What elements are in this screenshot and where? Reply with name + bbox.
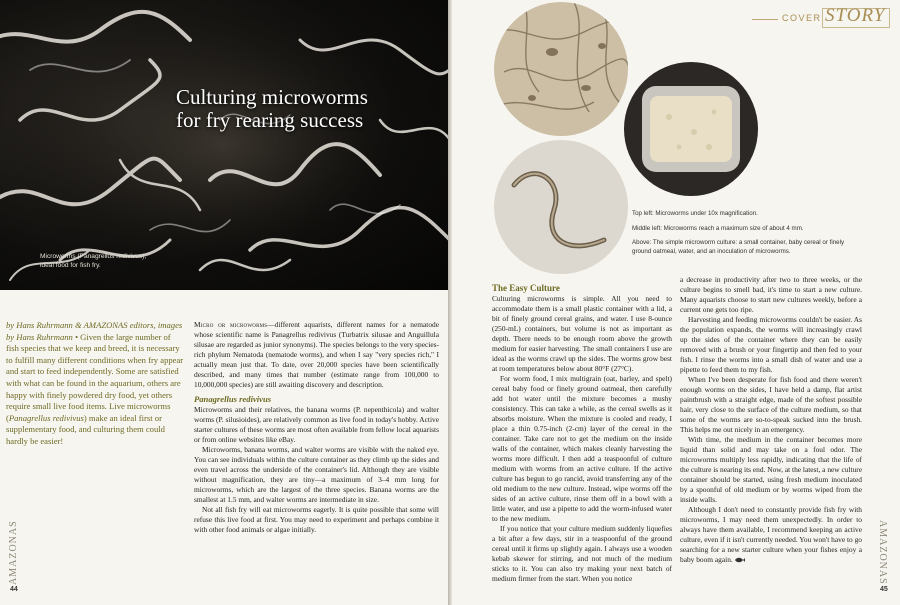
right-body-column [680, 275, 862, 565]
magazine-name-left: AMAZONAS [8, 520, 19, 585]
body-paragraph: For worm food, I mix multigrain (oat, barley, and spelt) cereal baby food or finely ground oatmeal, then carefully add hot water until the mixture becomes a mushy consistency. This can take a while, as the cereal swells as it absorbs moisture. When the mixture is cooled and ready, I place a thin 0.75-inch (2-cm) layer of the cereal in the container. Take care not to get the medium on the inside walls of the container, which makes cleanly harvesting the worms more difficult. I then add a teaspoonful of culture medium with worms from an active culture. If the active culture has begun to go rancid, avoid transferring any of the old medium to the new culture. Instead, wipe worms off the sides of an active culture, rinse them off in a bowl with a little water, and use a pipette to add the worm-infused water to the new medium. [492, 374, 672, 523]
cover-story-badge [752, 5, 892, 30]
body-paragraph: Culturing microworms is simple. All you need to accommodate them is a small plastic container with a lid, a bit of finely ground cereal grains, and water. I use 8-ounce (250-mL) containers, but volume is not as important as depth. There needs to be enough room above the growth medium for easier harvesting. The small containers I use are ideal as the worms crawl up the sides. The worms grow best at room temperatures below about 80°F (27°C). [492, 294, 672, 373]
caption-above: Above: The simple microworm culture: a small container, baby cereal or finely ground oatmeal, water, and an inoculation of microworms. [632, 239, 845, 255]
body-paragraph: With time, the medium in the container becomes more liquid than solid and may take on a foul odor. The microworms multiply less rapidly, indicating that the life of the culture is nearing its end. Now, at the latest, a new culture container should be started, using fresh medium inoculated by a spoonful of old medium or by worms wiped from the inside walls. [680, 435, 862, 504]
section-heading: Panagrellus redivivus [194, 394, 272, 404]
caption-top-left: Top left: Microworms under 10x magnification. [632, 210, 758, 217]
badge-story-text: STORY [825, 5, 886, 26]
page-number-left: 44 [10, 586, 18, 593]
caption-middle-left: Middle left: Microworms reach a maximum size of about 4 mm. [632, 224, 804, 232]
worms-photo [0, 0, 448, 290]
intro-deck: by Hans Ruhrmann & AMAZONAS editors, images by Hans Ruhrmann • Given the large number of fish species that we keep and breed, it is necessary to fulfill many different conditions when fry appear and start to feed independently. Some are satisfied with what can be found in the aquarium, others are happy with finely powdered dry food, yet others require small live food items. Live microworms (Panagrellus redivivus) make an ideal first or supplementary food, and culturing them could hardly be easier! [6, 320, 184, 446]
left-body-column [194, 320, 439, 535]
section-heading-easy-culture: The Easy Culture [492, 283, 560, 293]
body-paragraph: Microworms and their relatives, the banana worms (P. nepenthicola) and walter worms (P. silusioides), are relatively common as live food in today's hobby. Active starter cultures of these worms are most often available from fellow local aquarists or from online websites like eBay. [194, 405, 439, 444]
body-paragraph: Not all fish fry will eat microworms eagerly. It is quite possible that some will refuse this live food at first. You may need to experiment and perhaps combine it with other food animals or algae initially. [194, 505, 439, 534]
right-page [452, 0, 900, 605]
middle-body-column [492, 282, 672, 584]
magazine-name-right: AMAZONAS [877, 520, 888, 585]
hero-image [0, 0, 448, 290]
hero-caption: Microworms (Panagrellus redivivus), ideal food for fish fry. [40, 253, 147, 269]
photo-culture-container [624, 62, 758, 196]
byline: by Hans Ruhrmann & AMAZONAS editors, images by Hans Ruhrmann • [6, 320, 183, 342]
body-paragraph: Microworms, banana worms, and walter worms are visible with the naked eye. You can see individuals within the culture container as they climb up the sides and even travel across the underside of the container's lid. Although they are visible without magnification, they are tiny—a maximum of 3–4 mm long for microworms, which are the largest of the three species. Banana worms are the smallest at 1.5 mm, and walter worms are intermediate in size. [194, 445, 439, 504]
photo-single-microworm [494, 140, 628, 274]
body-paragraph: Micro or microworms—different aquarists, different names for a nematode whose scientific name is Panagrellus redivivus (Turbatrix silusae and Anguillula silusae are regarded as junior synonyms). The species belongs to the very species-rich phylum Nematoda (nematode worms), and when I say "very species rich," I actually mean just that. To date, over 20,000 species have been scientifically described, and many times that number (estimate range from 100,000 to 10,000,000 species) are still awaiting discovery and description. [194, 320, 439, 389]
badge-cover-text: COVER [782, 13, 822, 23]
page-number-right: 45 [880, 586, 888, 593]
photo-microworms-magnified [494, 2, 628, 136]
body-paragraph: Although I don't need to constantly provide fish fry with microworms, I may need them unexpectedly. In order to always have them available, I recommend keeping an active culture, even if it isn't currently needed. You won't have to go searching for a new starter culture when your fishes enjoy a baby boom again. [680, 505, 862, 564]
body-paragraph: If you notice that your culture medium suddenly liquefies a bit after a few days, stir in a teaspoonful of the ground cereal until it firms up slightly again. I always use a wooden kebab skewer for stirring, and not much of the medium sticks to it. You can also try making your next batch of medium firmer from the start. When you notice [492, 524, 672, 583]
body-paragraph: When I've been desperate for fish food and there weren't enough worms on the sides, I have held a damp, flat artist paintbrush with a straight edge, made of the softest possible hair, very close to the surface of the culture medium, so that some of the worms are so-to-speak sucked into the brush. This helps me out nicely in an emergency. [680, 375, 862, 434]
body-paragraph: Harvesting and feeding microworms couldn't be easier. As the population expands, the worms will increasingly crawl up the sides of the container where they can be easily removed with a brush or your fingertip and then fed to your fish. I rinse the worms into a small dish of water and use a pipette to feed them to my fish. [680, 315, 862, 374]
article-title: Culturing microworms for fry rearing success [176, 85, 368, 132]
badge-rule [752, 19, 778, 20]
fish-icon [735, 557, 745, 563]
body-paragraph: a decrease in productivity after two to three weeks, or the culture begins to smell bad, it's time to start a new culture. Many aquarists choose to start new cultures weekly, before a current one gets too ripe. [680, 275, 862, 314]
photo-captions [632, 210, 862, 262]
left-page [0, 0, 448, 605]
